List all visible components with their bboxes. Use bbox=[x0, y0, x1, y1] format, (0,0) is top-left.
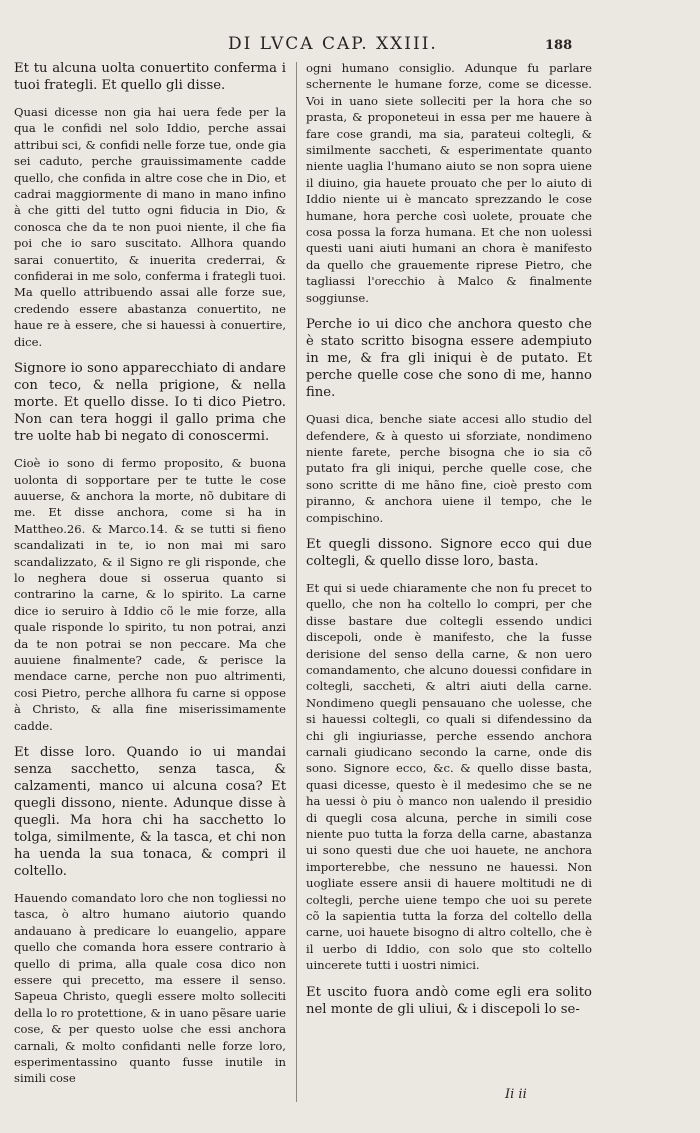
commentary-paragraph: Cioè io sono di fermo proposito, & buona uolonta di sopportare per te tutte le cose auuerse, & anchora la morte, nõ dubitare di me. Et disse anchora, come si ha in Mattheo.26. & Marco.14. & se tutti si fieno scandalizati in te, io non mai mi saro scandalizzato, & il Signo re gli risponde, che lo neghera doue si osserua quanto si contrarino la carne, & lo spirito. La carne dice io seruiro à Iddio cõ le mie forze, alla quale risponde lo spirito, tu non potrai, anzi da te non potrai se non peccare. Ma che auuiene finalmente? cade, & perisce la mendace carne, perche non puo altrimenti, cosi Pietro, perche allhora fu carne si oppose à Christo, & alla fine miserissimamente cadde. bbox=[14, 456, 286, 733]
gospel-verse: Et uscito fuora andò come egli era solito nel monte de gli uliui, & i discepoli lo se- bbox=[306, 984, 592, 1017]
right-column bbox=[306, 60, 592, 1028]
gospel-verse: Et quegli dissono. Signore ecco qui due coltegli, & quello disse loro, basta. bbox=[306, 536, 592, 569]
commentary-paragraph: Hauendo comandato loro che non togliessi no tasca, ò altro humano aiutorio quando andauano à predicare lo euangelio, appare quello che comanda hora essere contrario à quello di prima, alla quale cosa dico non essere qui precetto, ma essere il senso. Sapeua Christo, quegli essere molto solleciti della lo ro protettione, & in uano pẽsare uarie cose, & per questo uolse che essi anchora carnali, & molto confidanti nelle forze loro, esperimentassino quanto fusse inutile in simili cose bbox=[14, 891, 286, 1086]
gospel-verse: Et disse loro. Quando io ui mandai senza sacchetto, senza tasca, & calzamenti, manco ui alcuna cosa? Et quegli dissono, niente. Adunque disse à quegli. Ma hora chi ha sacchetto lo tolga, similmente, & la tasca, et chi non ha uenda la sua tonaca, & compri il coltello. bbox=[14, 745, 286, 879]
signature-mark: Ii ii bbox=[505, 1087, 527, 1102]
gospel-verse: Signore io sono apparecchiato di andare con teco, & nella prigione, & nella morte. Et quello disse. Io ti dico Pietro. Non can tera hoggi il gallo prima che tre uolte hab bi negato di conoscermi. bbox=[14, 361, 286, 445]
gospel-verse: Perche io ui dico che anchora questo che è stato scritto bisogna essere adempiuto in me, & fra gli iniqui è de putato. Et perche quelle cose che sono di me, hanno fine. bbox=[306, 317, 592, 401]
column-divider bbox=[296, 62, 297, 1102]
commentary-paragraph: ogni humano consiglio. Adunque fu parlare schernente le humane forze, come se dicesse. Voi in uano siete solleciti per la hora che so prasta, & proponeteui in essa per me hauere à fare cose grandi, ma sia, parateui coltegli, & similmente saccheti, & esperimentate quanto niente uaglia l'humano aiuto se non sopra uiene il diuino, gia hauete prouato che per lo aiuto di Iddio niente ui è mancato sprezzando le cose humane, hora perche così uolete, prouate che cosa possa la forza humana. Et che non uolessi questi uani aiuti humani an chora è manifesto da quello che grauemente riprese Pietro, che tagliassi l'orecchio à Malco & finalmente soggiunse. bbox=[306, 61, 592, 305]
commentary-paragraph: Et qui si uede chiaramente che non fu precet to quello, che non ha coltello lo compri, per che disse bastare due coltegli essendo undici discepoli, onde è manifesto, che la fusse derisione del senso della carne, & non uero comandamento, che alcuno douessi confidare in coltegli, saccheti, & altri aiuti della carne. Nondimeno quegli pensauano che uolesse, che si hauessi coltegli, co quali si difendessino da chi gli ingiuriasse, perche essendo anchora carnali giudicano secondo la carne, onde dis sono. Signore ecco, &c. & quello disse basta, quasi dicesse, questo è il medesimo che se ne ha uessi ò piu ò manco non ualendo il presidio di quegli cosa alcuna, perche in simili cose niente puo tutta la forza della carne, abastanza ui sono questi due che uoi hauete, ne anchora importerebbe, che nessuno ne hauessi. Non uogliate essere ansii di hauere moltitudi ne di coltegli, perche uiene tempo che uoi su perete cõ la sapientia tutta la forza del coltello della carne, uoi hauete bisogno di altro coltello, che è il uerbo di Iddio, con solo que sto coltello uincerete tutti i uostri nimici. bbox=[306, 580, 592, 973]
page-number: 188 bbox=[545, 38, 573, 53]
gospel-verse: Et tu alcuna uolta conuertito conferma i tuoi frategli. Et quello gli disse. bbox=[14, 61, 286, 93]
running-title: DI LVCA CAP. XXIII. bbox=[228, 34, 438, 54]
commentary-paragraph: Quasi dica, benche siate accesi allo studio del defendere, & à questo ui sforziate, nondimeno niente farete, perche bisogna che io sia cõ putato fra gli iniqui, perche quelle cose, che sono scritte di me hãno fine, cioè presto com piranno, & anchora uiene il tempo, che le compischino. bbox=[306, 412, 592, 525]
commentary-paragraph: Quasi dicesse non gia hai uera fede per la qua le confidi nel solo Iddio, perche assai attribui sci, & confidi nelle forze tue, onde gia sei caduto, perche grauissimamente cadde quello, che confida in altre cose che in Dio, et cadrai maggiormente di mano in mano infino à che gitti del tutto ogni fiducia in Dio, & conosca che da te non puoi niente, il che fia poi che io saro suscitato. Allhora quando sarai conuertito, & inuerita crederrai, & confiderai in me solo, conferma i frategli tuoi. Ma quello attribuendo assai alle forze sue, credendo essere abastanza conuertito, ne haue re à essere, che si hauessi à conuertire, dice. bbox=[14, 105, 286, 349]
page-header bbox=[0, 30, 700, 60]
left-column bbox=[14, 60, 286, 1097]
